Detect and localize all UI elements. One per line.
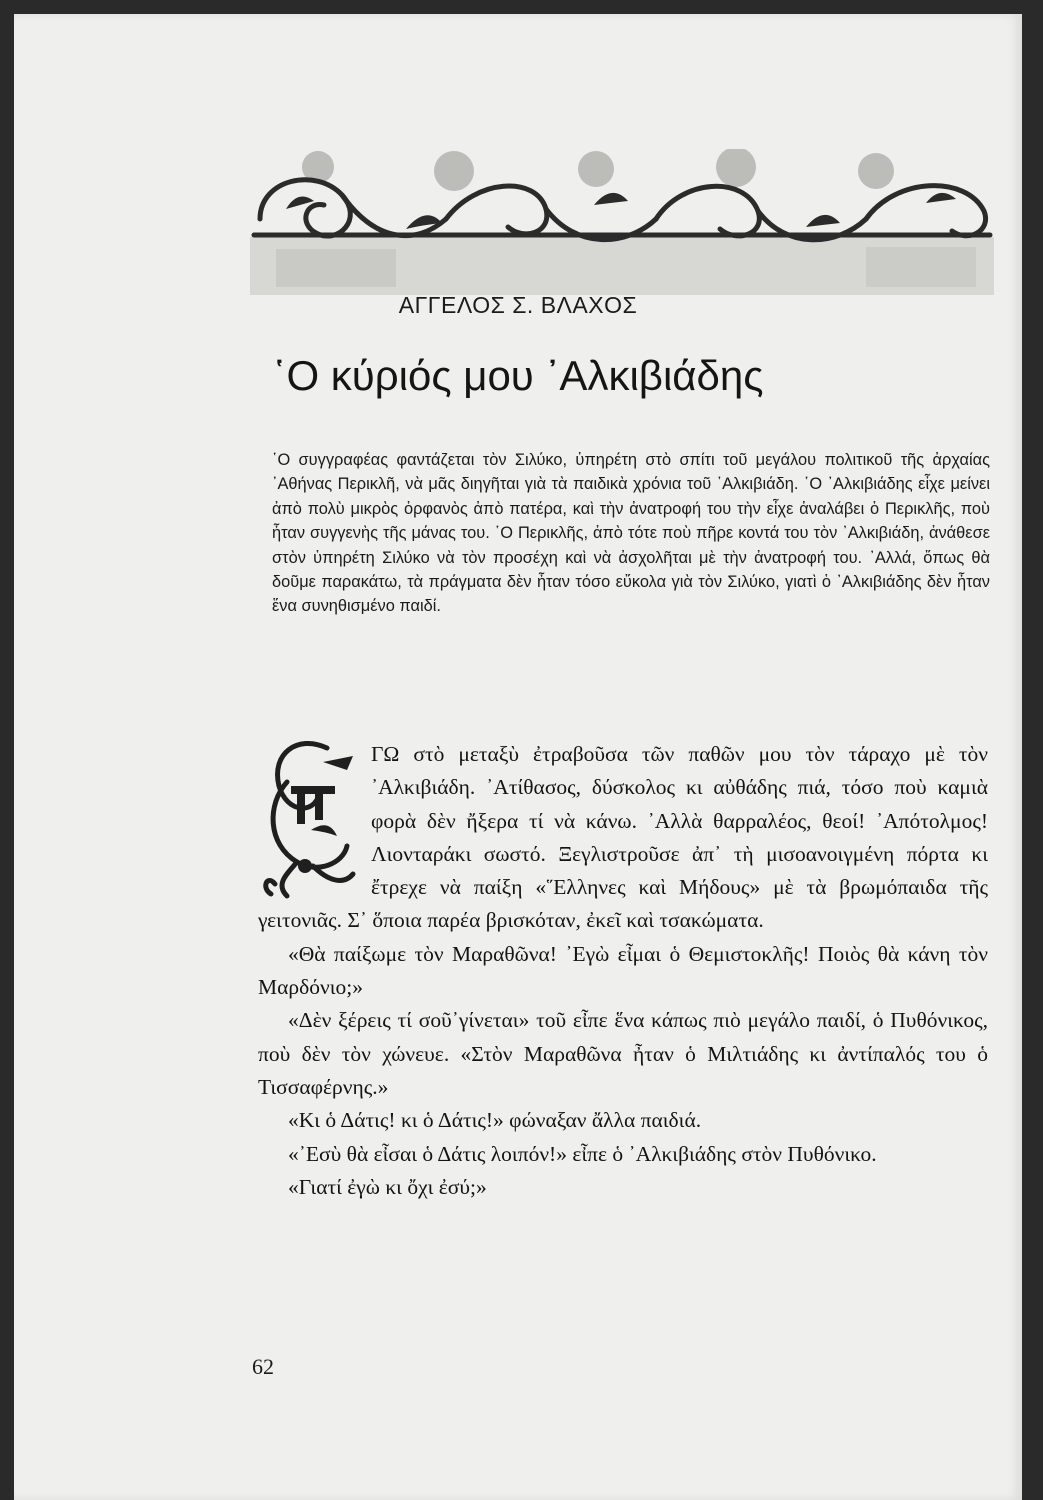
story-paragraph: «Κι ὁ Δάτις! κι ὁ Δάτις!» φώναξαν ἄλλα παιδιά. (288, 1108, 702, 1133)
story-paragraph: «᾿Εσὺ θὰ εἶσαι ὁ Δάτις λοιπόν!» εἶπε ὁ ᾿Αλκιβιάδης στὸν Πυθόνικο. (288, 1141, 877, 1166)
story-paragraph: «Γιατί ἐγὼ κι ὄχι ἐσύ;» (288, 1174, 487, 1199)
author-name: ΑΓΓΕΛΟΣ Σ. ΒΛΑΧΟΣ (398, 292, 638, 318)
page-number: 62 (252, 1354, 274, 1379)
intro-paragraph: ῾Ο συγγραφέας φαντάζεται τὸν Σιλύκο, ὑπηρέτη στὸ σπίτι τοῦ μεγάλου πολιτικοῦ τῆς ἀρχαίας ᾿Αθήνας Περικλῆ, νὰ μᾶς διηγῆται γιὰ τὰ παιδικὰ χρόνια τοῦ ᾿Αλκιβιάδη. ῾Ο ᾿Αλκιβιάδης εἶχε μείνει ἀπὸ πολὺ μικρὸς ὀρφανὸς ἀπὸ πατέρα, καὶ τὴν ἀνατροφή του τὴν εἶχε ἀναλάβει ὁ Περικλῆς, ποὺ ἦταν συγγενὴς τῆς μάνας του. ῾Ο Περικλῆς, ἀπὸ τότε ποὺ πῆρε κοντά του τὸν ᾿Αλκιβιάδη, ἀνάθεσε στὸν ὑπηρέτη Σιλύκο νὰ τὸν προσέχη καὶ νὰ ἀσχολῆται μὲ τὴν ἀνατροφή του. ᾿Αλλά, ὅπως θὰ δοῦμε παρακάτω, τὰ πράγματα δὲν ἦταν τόσο εὔκολα γιὰ τὸν Σιλύκο, γιατὶ ὁ ᾿Αλκιβιάδης δὲν ἦταν ἕνα συνηθισμένο παιδί. (272, 451, 990, 616)
story-paragraph: «Δὲν ξέρεις τί σοῦ᾿γίνεται» τοῦ εἶπε ἕνα κάπως πιὸ μεγάλο παιδί, ὁ Πυθόνικος, ποὺ δὲν τὸν χώνευε. «Στὸν Μαραθῶνα ἦταν ὁ Μιλτιάδης κι ἀντίπαλός του ὁ Τισσαφέρνης.» (258, 1008, 988, 1099)
dropcap-spacer (258, 738, 371, 904)
story-paragraph: ΓΩ στὸ μεταξὺ ἐτραβοῦσα τῶν παθῶν μου τὸν τάραχο μὲ τὸν ᾿Αλκιβιάδη. ᾿Ατίθασος, δύσκολος κι αὐθάδης πιά, τόσο ποὺ καμιὰ φορὰ δὲν ἤξερα τί νὰ κάνω. ᾿Αλλὰ θαρραλέος, θεοί! ᾿Απότολμος! Λιονταράκι σωστό. Ξεγλιστροῦσε ἀπ᾿ τὴ μισοανοιγμένη πόρτα κι ἔτρεχε νὰ παίξη «῞Ελληνες καὶ Μήδους» μὲ τὰ βρωμόπαιδα τῆς γειτονιᾶς. Σ᾿ ὅποια παρέα βρισκόταν, ἐκεῖ καὶ τσακώματα. (258, 742, 988, 933)
book-page (14, 14, 1022, 1500)
story-paragraph: «Θὰ παίξωμε τὸν Μαραθῶνα! ᾿Εγὼ εἶμαι ὁ Θεμιστοκλῆς! Ποιὸς θὰ κάνη τὸν Μαρδόνιο;» (258, 941, 988, 1000)
story-body (258, 738, 988, 1204)
ornamental-header-band (246, 149, 998, 299)
story-title: ῾Ο κύριός μου ᾿Αλκιβιάδης (272, 352, 764, 399)
